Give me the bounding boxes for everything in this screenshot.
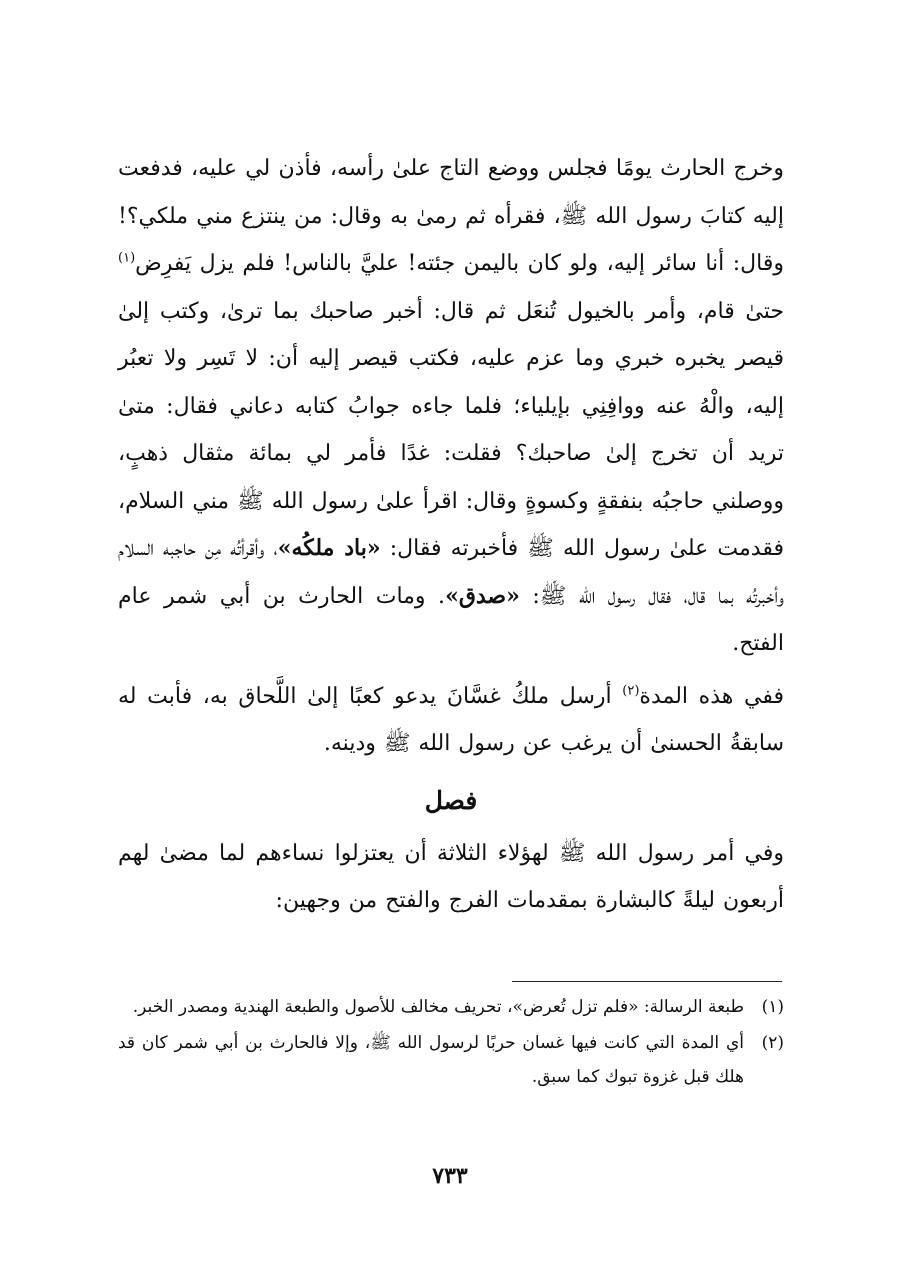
paragraph-2-part-b: أرسل ملكُ غسَّانَ يدعو كعبًا إلىٰ اللَّحاق به، فأبت له سابقةُ الحسنىٰ أن يرغب عن رسول الله ﷺ ودينه. [118,683,784,756]
paragraph-2 [118,673,784,768]
footnote-1-number: (١) [761,997,784,1017]
paragraph-1-part-c: ، وأقرأتُه مِن حاجبه السلام وأخبرتُه بما قال، فقال رسول الله ﷺ: [118,536,785,609]
paragraph-2-part-a: ففي هذه المدة [639,683,785,709]
footnote-2-text: أي المدة التي كانت فيها غسان حربًا لرسول الله ﷺ، وإلا فالحارث بن أبي شمر كان قد هلك قبل غزوة تبوك كما سبق. [118,1033,744,1087]
footnote-ref-2[interactable]: (٢) [622,683,640,699]
quote-sadaq: «صدق» [445,582,520,609]
footnote-1-text: طبعة الرسالة: «فلم تزل تُعرض»، تحريف مخالف للأصول والطبعة الهندية ومصدر الخبر. [132,997,744,1017]
footnote-2-number: (٢) [761,1033,784,1053]
paragraph-1-part-a: وخرج الحارث يومًا فجلس ووضع التاج علىٰ رأسه، فأذن لي عليه، فدفعت إليه كتابَ رسول الله ﷺ، فقرأه ثم رمىٰ به وقال: من ينتزع مني ملكي؟! وقال: أنا سائر إليه، ولو كان باليمن جئته! عليَّ بالناس! فلم يزل يَفرِض [118,156,784,276]
footnotes [118,990,784,1096]
paragraph-1-part-b: حتىٰ قام، وأمر بالخيول تُنعَل ثم قال: أخبر صاحبك بما ترىٰ، وكتب إلىٰ قيصر يخبره خبري وما عزم عليه، فكتب قيصر إليه أن: لا تَسِر ولا تعبُر إليه، والْهُ عنه ووافِنِي بإيلياء؛ فلما جاءه جوابُ كتابه دعاني فقال: متىٰ تريد أن تخرج إلىٰ صاحبك؟ فقلت: غدًا فأمر لي بمائة مثقال ذهبٍ، ووصلني حاجبُه بنفقةٍ وكسوةٍ وقال: اقرأ علىٰ رسول الله ﷺ مني السلام، فقدمت علىٰ رسول الله ﷺ فأخبرته فقال: [118,298,785,561]
section-heading: فصل [424,785,478,815]
paragraph-1-part-d: . ومات الحارث بن أبي شمر عام الفتح. [118,583,784,656]
footnote-divider [512,981,782,982]
paragraph-1 [118,145,784,668]
footnote-1 [118,990,784,1024]
main-text [118,145,784,925]
page-number: ٧٣٣ [432,1163,468,1189]
quote-baad-mulkuh: «باد ملكُه» [277,535,381,561]
footnote-2 [118,1026,784,1094]
footnote-ref-1[interactable]: (١) [118,250,136,266]
paragraph-3: وفي أمر رسول الله ﷺ لهؤلاء الثلاثة أن يعتزلوا نساءهم لما مضىٰ لهم أربعون ليلةً كالبشارة بمقدمات الفرج والفتح من وجهين: [118,840,784,913]
